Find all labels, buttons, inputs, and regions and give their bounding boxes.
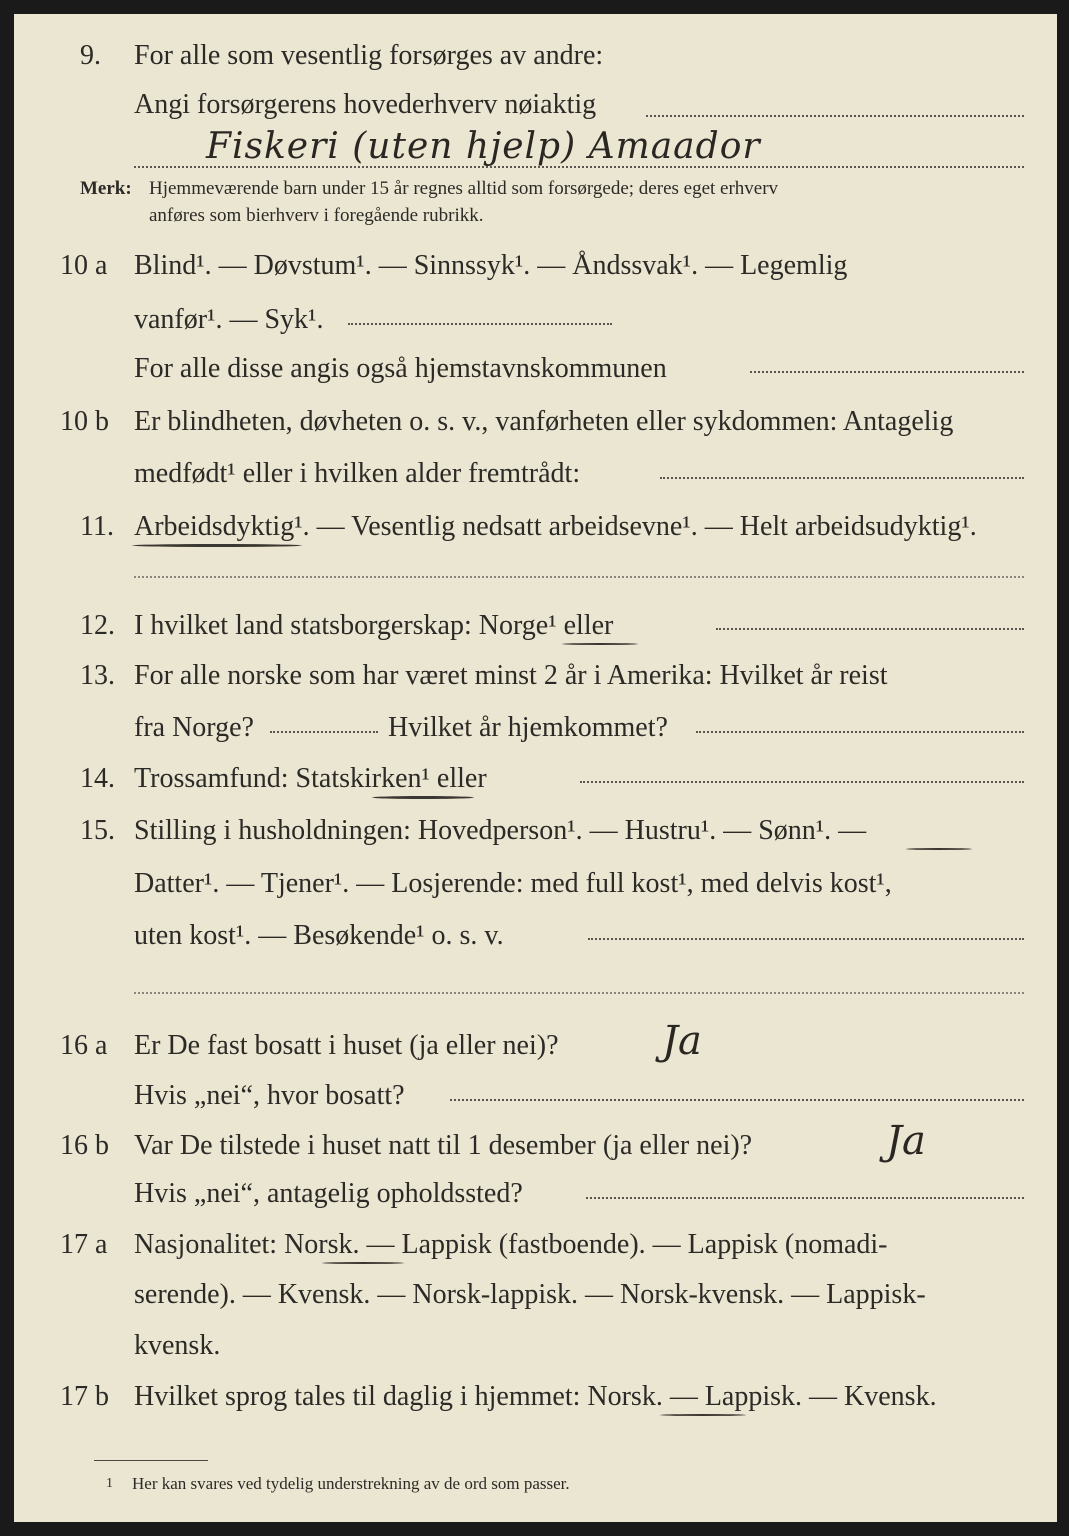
question-17a-number: 17 a — [60, 1229, 108, 1260]
footnote-text: Her kan svares ved tydelig understrekning av de ord som passer. — [132, 1474, 570, 1493]
question-13-text: For alle norske som har været minst 2 år i Amerika: Hvilket år reist — [134, 660, 888, 691]
question-10b-text-2: medfødt¹ eller i hvilken alder fremtrådt: — [134, 458, 581, 489]
question-12-text: I hvilket land statsborgerskap: Norge¹ eller — [134, 610, 614, 641]
handwritten-underline-statskirken — [372, 796, 474, 799]
question-15-text-3: uten kost¹. — Besøkende¹ o. s. v. — [134, 920, 504, 951]
question-9-text: For alle som vesentlig forsørges av andre: — [134, 40, 604, 71]
handwritten-underline-sonn — [906, 848, 972, 850]
answer-line — [660, 477, 1024, 479]
answer-line — [134, 166, 1024, 168]
answer-line — [646, 115, 1024, 117]
note-text-line-1: Hjemmeværende barn under 15 år regnes alltid som forsørgede; deres eget erhverv — [149, 178, 779, 199]
answer-line — [270, 731, 378, 733]
question-11-text: Arbeidsdyktig¹. — Vesentlig nedsatt arbeidsevne¹. — Helt arbeidsudyktig¹. — [134, 511, 977, 542]
handwritten-answer-16a: Ja — [662, 1018, 702, 1064]
answer-line — [696, 731, 1024, 733]
answer-line — [716, 628, 1024, 630]
answer-line — [348, 323, 612, 325]
handwritten-underline-arbeidsdyktig — [132, 544, 302, 547]
handwritten-answer-occupation: Fiskeri (uten hjelp) Amaador — [206, 126, 761, 167]
question-14-number: 14. — [80, 763, 115, 794]
note-label: Merk: — [80, 178, 132, 199]
answer-line — [134, 576, 1024, 578]
question-17a-text: Nasjonalitet: Norsk. — Lappisk (fastboende). — Lappisk (nomadi- — [134, 1229, 888, 1260]
question-16a-text: Er De fast bosatt i huset (ja eller nei)? — [134, 1030, 559, 1061]
question-10a-text-3: For alle disse angis også hjemstavnskommunen — [134, 353, 667, 384]
question-14-text: Trossamfund: Statskirken¹ eller — [134, 763, 487, 794]
handwritten-underline-norsk-sprog — [660, 1414, 746, 1416]
question-16b-text: Var De tilstede i huset natt til 1 desember (ja eller nei)? — [134, 1130, 753, 1161]
question-16a-number: 16 a — [60, 1030, 108, 1061]
question-16b-number: 16 b — [60, 1130, 109, 1161]
question-11-number: 11. — [80, 511, 114, 542]
answer-line — [450, 1099, 1024, 1101]
question-15-number: 15. — [80, 815, 115, 846]
footnote-mark: 1 — [106, 1476, 113, 1491]
question-15-text-2: Datter¹. — Tjener¹. — Losjerende: med full kost¹, med delvis kost¹, — [134, 868, 892, 899]
question-16a-text-2: Hvis „nei“, hvor bosatt? — [134, 1080, 405, 1111]
question-10a-text-2: vanfør¹. — Syk¹. — [134, 304, 324, 335]
question-13-text-2a: fra Norge? — [134, 712, 254, 743]
question-10b-number: 10 b — [60, 406, 109, 437]
question-10a-number: 10 a — [60, 250, 108, 281]
question-17a-text-2: serende). — Kvensk. — Norsk-lappisk. — Norsk-kvensk. — Lappisk- — [134, 1279, 926, 1310]
handwritten-answer-16b: Ja — [886, 1118, 926, 1164]
question-17b-text: Hvilket sprog tales til daglig i hjemmet: Norsk. — Lappisk. — Kvensk. — [134, 1381, 937, 1412]
question-9-number: 9. — [80, 40, 101, 71]
question-13-number: 13. — [80, 660, 115, 691]
answer-line — [586, 1197, 1024, 1199]
note-text-line-2: anføres som bierhverv i foregående rubrikk. — [149, 205, 484, 226]
handwritten-underline-norge — [562, 643, 638, 645]
question-17b-number: 17 b — [60, 1381, 109, 1412]
question-16b-text-2: Hvis „nei“, antagelig opholdssted? — [134, 1178, 523, 1209]
answer-line — [750, 371, 1024, 373]
question-10a-text: Blind¹. — Døvstum¹. — Sinnssyk¹. — Åndssvak¹. — Legemlig — [134, 250, 848, 281]
question-15-text: Stilling i husholdningen: Hovedperson¹. — Hustru¹. — Sønn¹. — — [134, 815, 867, 846]
question-10b-text: Er blindheten, døvheten o. s. v., vanførheten eller sykdommen: Antagelig — [134, 406, 954, 437]
question-17a-text-3: kvensk. — [134, 1330, 221, 1361]
question-9-prompt: Angi forsørgerens hovederhverv nøiaktig — [134, 89, 597, 120]
census-form-page — [14, 14, 1057, 1522]
handwritten-underline-norsk — [322, 1262, 404, 1264]
answer-line — [580, 781, 1024, 783]
question-13-text-2b: Hvilket år hjemkommet? — [388, 712, 668, 743]
answer-line — [588, 938, 1024, 940]
question-12-number: 12. — [80, 610, 115, 641]
footnote-rule — [94, 1460, 208, 1461]
answer-line — [134, 992, 1024, 994]
